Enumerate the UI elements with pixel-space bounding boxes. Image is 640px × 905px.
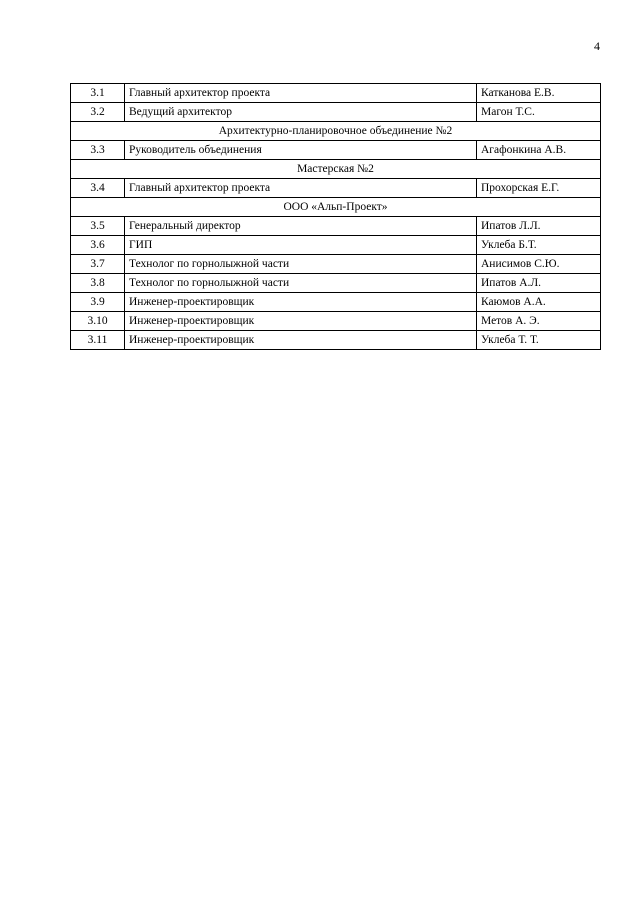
row-person-name: Магон Т.С. (477, 103, 601, 122)
page-number: 4 (594, 39, 600, 53)
row-person-name: Уклеба Т. Т. (477, 331, 601, 350)
table-row (71, 103, 601, 122)
row-person-name: Ипатов Л.Л. (477, 217, 601, 236)
row-position: Технолог по горнолыжной части (125, 274, 477, 293)
section-header-row (71, 160, 601, 179)
row-person-name: Катканова Е.В. (477, 84, 601, 103)
row-position: Инженер-проектировщик (125, 331, 477, 350)
row-position: Руководитель объединения (125, 141, 477, 160)
row-number: 3.8 (71, 274, 125, 293)
row-person-name: Агафонкина А.В. (477, 141, 601, 160)
row-number: 3.11 (71, 331, 125, 350)
section-header-row (71, 198, 601, 217)
table-row (71, 141, 601, 160)
row-position: Инженер-проектировщик (125, 312, 477, 331)
row-position: Ведущий архитектор (125, 103, 477, 122)
row-person-name: Метов А. Э. (477, 312, 601, 331)
table-row (71, 255, 601, 274)
table-row (71, 179, 601, 198)
row-position: Инженер-проектировщик (125, 293, 477, 312)
row-person-name: Анисимов С.Ю. (477, 255, 601, 274)
row-person-name: Уклеба Б.Т. (477, 236, 601, 255)
table-row (71, 236, 601, 255)
table-row (71, 274, 601, 293)
row-person-name: Каюмов А.А. (477, 293, 601, 312)
row-number: 3.2 (71, 103, 125, 122)
section-title: ООО «Альп-Проект» (71, 198, 601, 217)
table-row (71, 312, 601, 331)
table-row (71, 331, 601, 350)
row-number: 3.4 (71, 179, 125, 198)
row-position: Технолог по горнолыжной части (125, 255, 477, 274)
row-number: 3.5 (71, 217, 125, 236)
table-row (71, 293, 601, 312)
section-title: Мастерская №2 (71, 160, 601, 179)
row-number: 3.1 (71, 84, 125, 103)
row-number: 3.10 (71, 312, 125, 331)
row-person-name: Прохорская Е.Г. (477, 179, 601, 198)
staff-table (70, 83, 601, 350)
section-title: Архитектурно-планировочное объединение №2 (71, 122, 601, 141)
row-number: 3.6 (71, 236, 125, 255)
row-position: Генеральный директор (125, 217, 477, 236)
row-person-name: Ипатов А.Л. (477, 274, 601, 293)
row-number: 3.9 (71, 293, 125, 312)
row-position: ГИП (125, 236, 477, 255)
row-position: Главный архитектор проекта (125, 84, 477, 103)
row-number: 3.3 (71, 141, 125, 160)
table-row (71, 217, 601, 236)
row-position: Главный архитектор проекта (125, 179, 477, 198)
staff-table-body (71, 84, 601, 350)
row-number: 3.7 (71, 255, 125, 274)
section-header-row (71, 122, 601, 141)
table-row (71, 84, 601, 103)
